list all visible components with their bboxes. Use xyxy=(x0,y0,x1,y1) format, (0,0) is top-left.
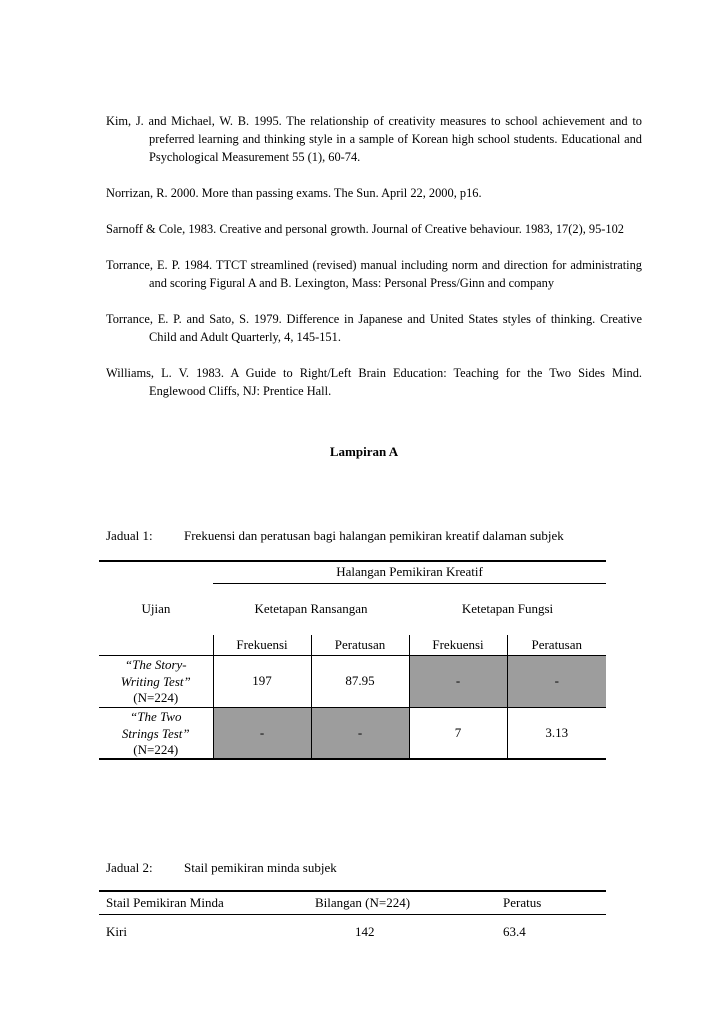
percent-cell: 63.4 xyxy=(503,923,526,939)
table1-label: Jadual 1: xyxy=(106,528,153,543)
reference-entry: Torrance, E. P. and Sato, S. 1979. Difference in Japanese and United States styles of thinking. Creative Child and Adult Quarterly, 4, 145-151. xyxy=(106,312,642,344)
reference-entry: Williams, L. V. 1983. A Guide to Right/Left Brain Education: Teaching for the Two Sides Mind. Englewood Cliffs, NJ: Prentice Hall. xyxy=(106,366,642,398)
reference-entry: Sarnoff & Cole, 1983. Creative and personal growth. Journal of Creative behaviour. 1983, 17(2), 95-102 xyxy=(106,222,624,236)
sub-header: Peratusan xyxy=(507,635,606,655)
test-name-cell: “The Two Strings Test” (N=224) xyxy=(99,707,213,759)
table2-caption xyxy=(106,860,337,876)
test-name-cell: “The Story- Writing Test” (N=224) xyxy=(99,655,213,707)
row-header: Ujian xyxy=(141,601,171,616)
table1 xyxy=(99,560,606,760)
style-cell: Kiri xyxy=(106,923,127,939)
appendix-title: Lampiran A xyxy=(329,444,399,459)
table-row xyxy=(99,655,606,707)
col-group-header: Ketetapan Ransangan xyxy=(213,583,409,635)
sub-header: Frekuensi xyxy=(213,635,311,655)
value-cell: 87.95 xyxy=(311,655,409,707)
reference-list xyxy=(106,112,642,418)
table-row xyxy=(99,707,606,759)
table2-label: Jadual 2: xyxy=(106,860,153,875)
table1-caption-text: Frekuensi dan peratusan bagi halangan pemikiran kreatif dalaman subjek xyxy=(184,528,564,543)
value-cell: 197 xyxy=(213,655,311,707)
reference-entry: Norrizan, R. 2000. More than passing exams. The Sun. April 22, 2000, p16. xyxy=(106,186,482,200)
reference-entry: Kim, J. and Michael, W. B. 1995. The relationship of creativity measures to school achievement and to preferred learning and thinking style in a sample of Korean high school students. Educational and Psychological Measurement 55 (1), 60-74. xyxy=(106,114,642,164)
group-header: Halangan Pemikiran Kreatif xyxy=(213,561,606,583)
reference-entry: Torrance, E. P. 1984. TTCT streamlined (revised) manual including norm and direction for administrating and scoring Figural A and B. Lexington, Mass: Personal Press/Ginn and company xyxy=(106,258,642,290)
table2 xyxy=(99,890,606,949)
column-header: Peratus xyxy=(495,891,606,915)
value-cell: - xyxy=(213,707,311,759)
column-header: Bilangan (N=224) xyxy=(297,891,495,915)
count-cell: 142 xyxy=(355,923,375,939)
table1-caption xyxy=(106,528,564,544)
value-cell: 7 xyxy=(409,707,507,759)
value-cell: - xyxy=(409,655,507,707)
value-cell: 3.13 xyxy=(507,707,606,759)
table-row xyxy=(99,915,606,949)
value-cell: - xyxy=(311,707,409,759)
column-header: Stail Pemikiran Minda xyxy=(99,891,297,915)
sub-header: Peratusan xyxy=(311,635,409,655)
sub-header: Frekuensi xyxy=(409,635,507,655)
table2-caption-text: Stail pemikiran minda subjek xyxy=(184,860,337,875)
col-group-header: Ketetapan Fungsi xyxy=(409,583,606,635)
value-cell: - xyxy=(507,655,606,707)
